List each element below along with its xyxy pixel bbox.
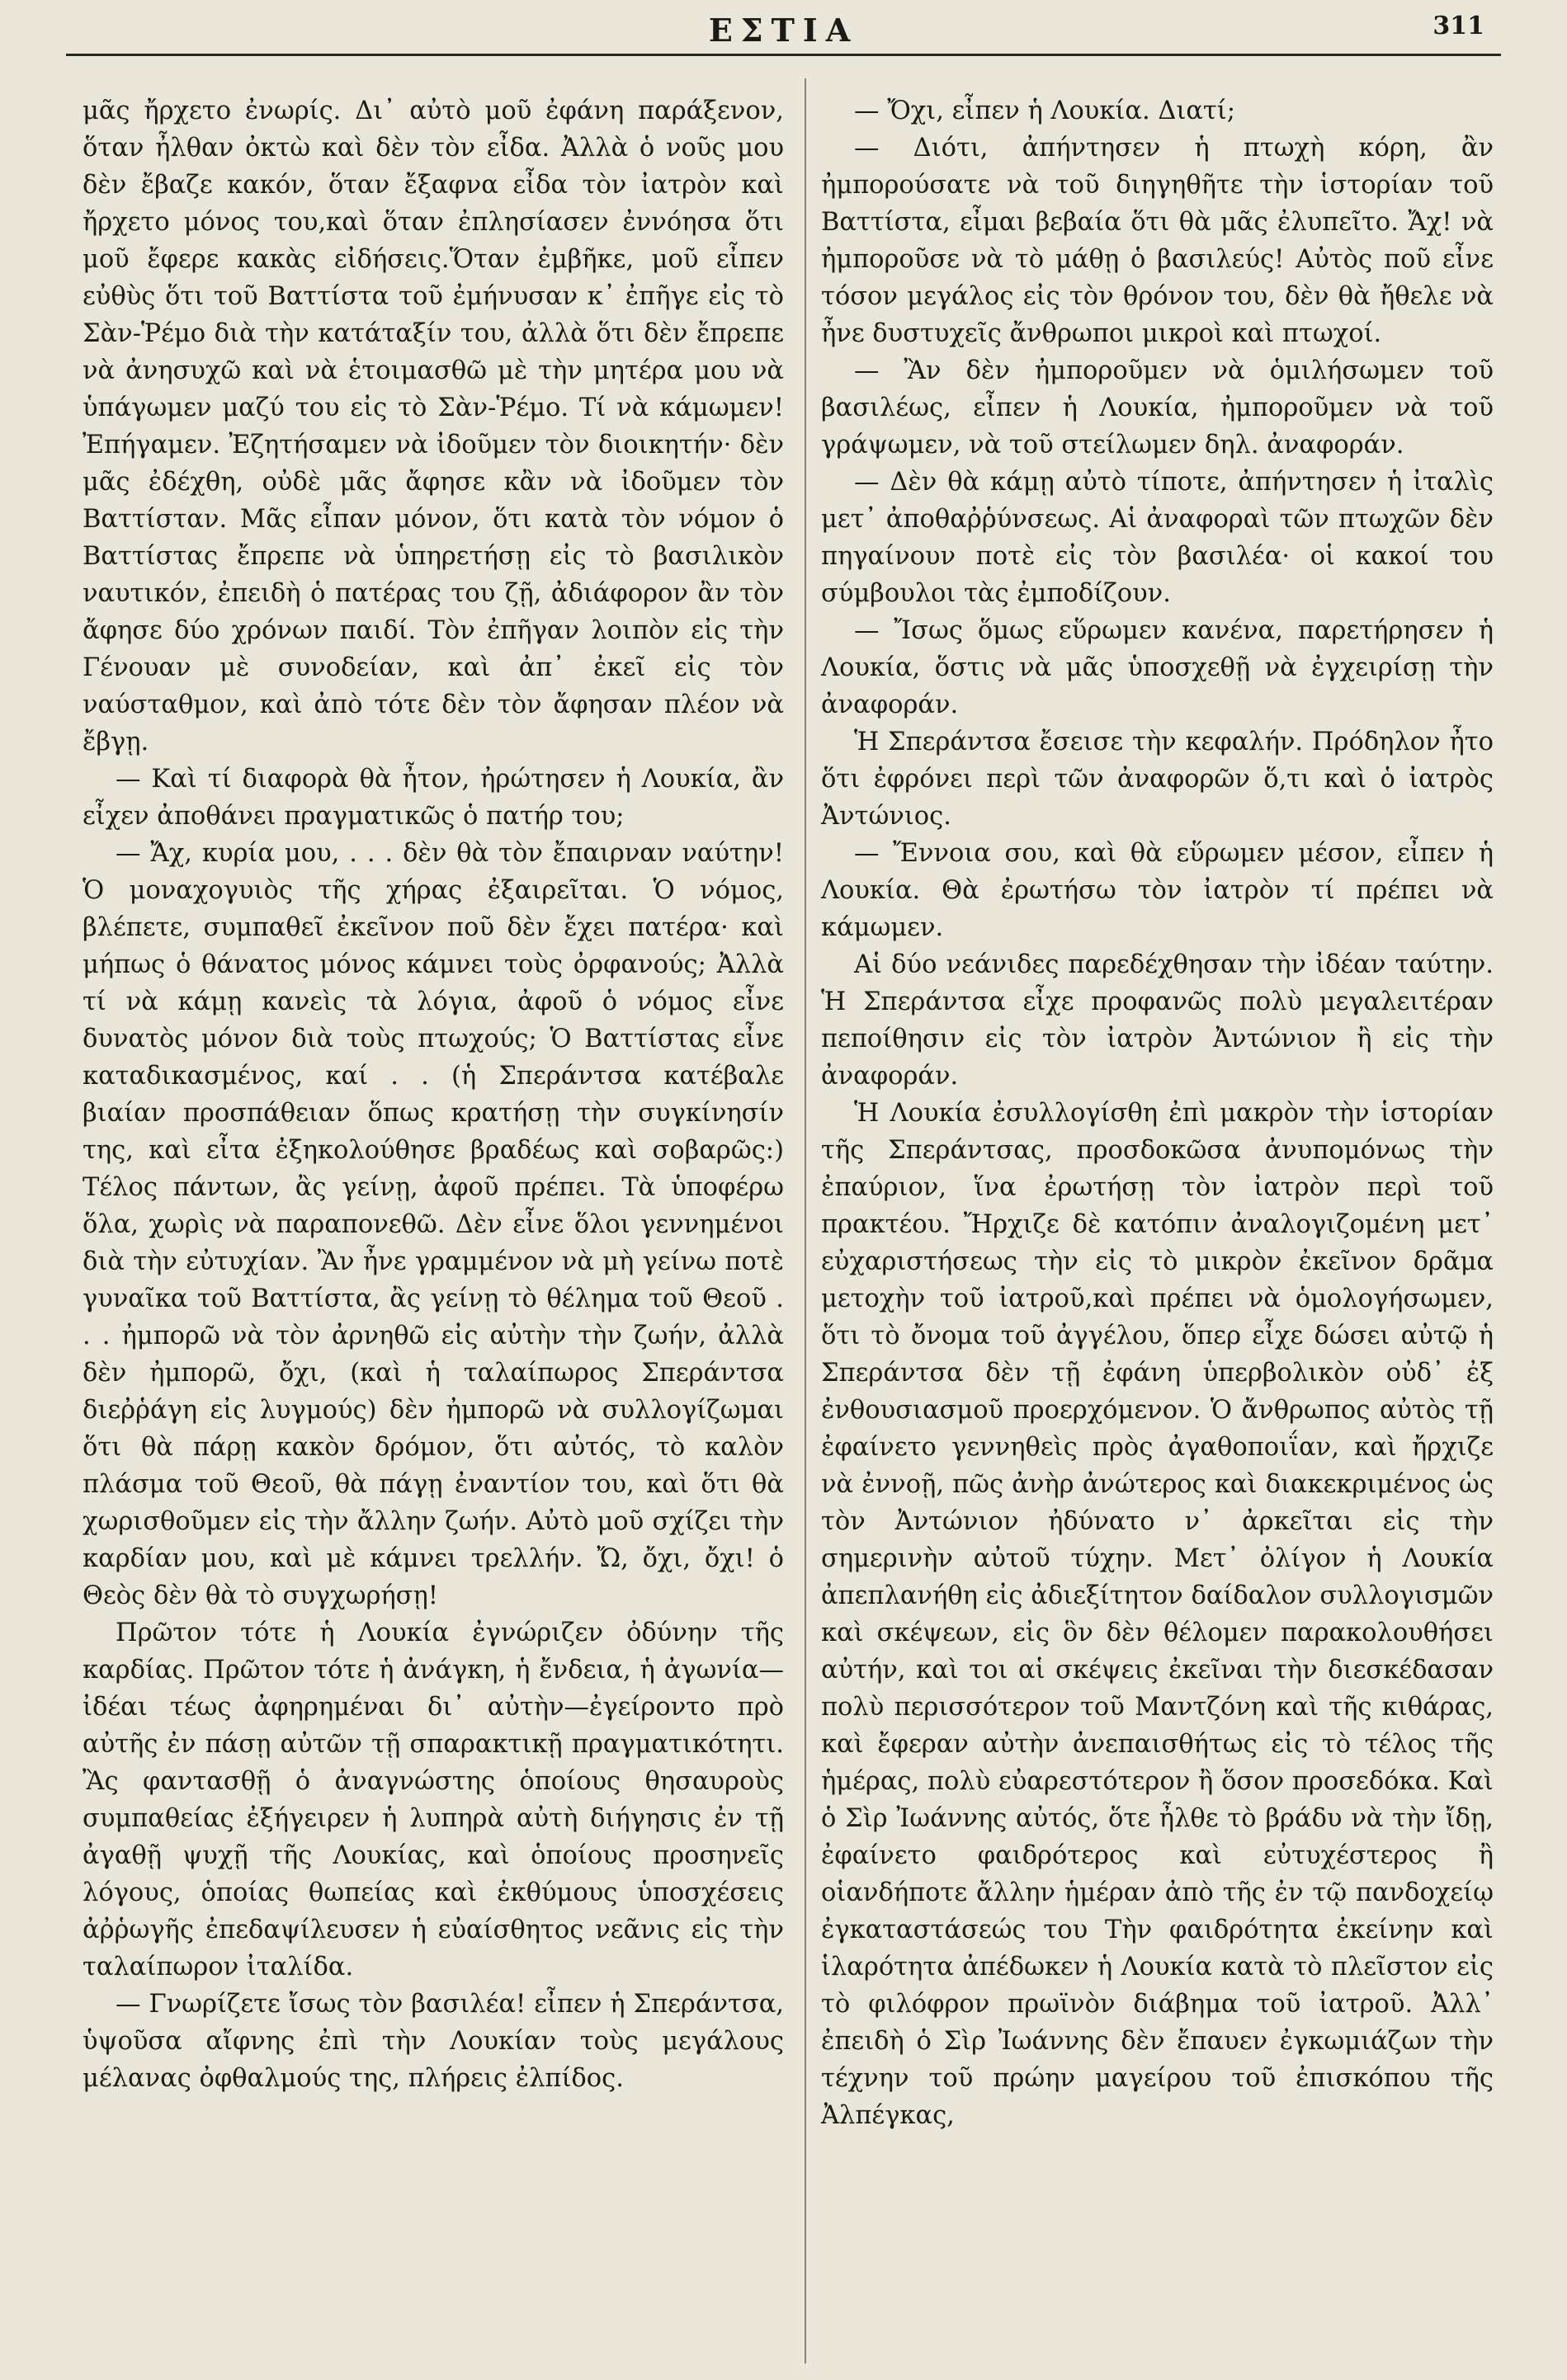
paragraph: Πρῶτον τότε ἡ Λουκία ἐγνώριζεν ὀδύνην τῆς καρδίας. Πρῶτον τότε ἡ ἀνάγκη, ἡ ἔνδεια, ἡ ἀγωνία—ἰδέαι τέως ἀφηρημέναι δι᾽ αὐτὴν—ἐγείροντο πρὸ αὐτῆς ἐν πάσῃ αὐτῶν τῇ σπαρακτικῇ πραγματικότητι. Ἂς φαντασθῇ ὁ ἀναγνώστης ὁποίους θησαυροὺς συμπαθείας ἐξήγειρεν ἡ λυπηρὰ αὐτὴ διήγησις ἐν τῇ ἀγαθῇ ψυχῇ τῆς Λουκίας, καὶ ὁποίους προσηνεῖς λόγους, ὁποίας θωπείας καὶ ἐκθύμους ὑποσχέσεις ἀῤῥωγῆς ἐπεδαψίλευσεν ἡ εὐαίσθητος νεᾶνις εἰς τὴν ταλαίπωρον ἰταλίδα. <box>83 1619 784 1982</box>
paragraph: Ἡ Σπεράντσα ἔσεισε τὴν κεφαλήν. Πρόδηλον ἦτο ὅτι ἐφρόνει περὶ τῶν ἀναφορῶν ὅ,τι καὶ ὁ ἰατρὸς Ἀντώνιος. <box>821 728 1494 831</box>
paragraph: — Καὶ τί διαφορὰ θὰ ἦτον, ἠρώτησεν ἡ Λουκία, ἂν εἶχεν ἀποθάνει πραγματικῶς ὁ πατήρ του; <box>83 765 784 831</box>
column-divider <box>805 78 806 2364</box>
paragraph: Αἱ δύο νεάνιδες παρεδέχθησαν τὴν ἰδέαν ταύτην. Ἡ Σπεράντσα εἶχε προφανῶς πολὺ μεγαλειτέραν πεποίθησιν εἰς τὸν ἰατρὸν Ἀντώνιον ἢ εἰς τὴν ἀναφοράν. <box>821 950 1494 1091</box>
paragraph: — Ἴσως ὅμως εὕρωμεν κανένα, παρετήρησεν ἡ Λουκία, ὅστις νὰ μᾶς ὑποσχεθῇ νὰ ἐγχειρίσῃ τὴν ἀναφοράν. <box>821 616 1494 719</box>
paragraph: — Δὲν θὰ κάμῃ αὐτὸ τίποτε, ἀπήντησεν ἡ ἰταλὶς μετ᾽ ἀποθαῤῥύνσεως. Αἱ ἀναφοραὶ τῶν πτωχῶν δὲν πηγαίνουν ποτὲ εἰς τὸν βασιλέα· οἱ κακοί του σύμβουλοι τὰς ἐμποδίζουν. <box>821 468 1494 608</box>
right-column <box>821 92 1494 2134</box>
header-rule <box>66 54 1501 56</box>
paragraph: Ἡ Λουκία ἐσυλλογίσθη ἐπὶ μακρὸν τὴν ἱστορίαν τῆς Σπεράντσας, προσδοκῶσα ἀνυπομόνως τὴν ἐπαύριον, ἵνα ἐρωτήσῃ τὸν ἰατρὸν περὶ τοῦ πρακτέου. Ἤρχιζε δὲ κατόπιν ἀναλογιζομένη μετ᾽ εὐχαριστήσεως τὴν εἰς τὸ μικρὸν ἐκεῖνον δρᾶμα μετοχὴν τοῦ ἰατροῦ,καὶ πρέπει νὰ ὁμολογήσωμεν, ὅτι τὸ ὄνομα τοῦ ἀγγέλου, ὅπερ εἶχε δώσει αὐτῷ ἡ Σπεράντσα δὲν τῇ ἐφάνη ὑπερβολικὸν οὐδ᾽ ἐξ ἐνθουσιασμοῦ προερχόμενον. Ὁ ἄνθρωπος αὐτὸς τῇ ἐφαίνετο γεννηθεὶς πρὸς ἀγαθοποιΐαν, καὶ ἤρχιζε νὰ ἐννοῇ, πῶς ἀνὴρ ἀνώτερος καὶ διακεκριμένος ὡς τὸν Ἀντώνιον ἠδύνατο ν᾽ ἀρκεῖται εἰς τὴν σημερινὴν αὐτοῦ τύχην. Μετ᾽ ὀλίγον ἡ Λουκία ἀπεπλανήθη εἰς ἀδιεξίτητον δαίδαλον συλλογισμῶν καὶ σκέψεων, εἰς ὃν δὲν θέλομεν παρακολουθήσει αὐτήν, καὶ τοι αἱ σκέψεις ἐκεῖναι τὴν διεσκέδασαν πολὺ περισσότερον τοῦ Μαντζόνη καὶ τῆς κιθάρας, καὶ ἔφεραν αὐτὴν ἀνεπαισθήτως εἰς τὸ τέλος τῆς ἡμέρας, πολὺ εὐαρεστότερον ἢ ὅσον προσεδόκα. Καὶ ὁ Σὶρ Ἰωάννης αὐτός, ὅτε ἦλθε τὸ βράδυ νὰ τὴν ἴδῃ, ἐφαίνετο φαιδρότερος καὶ εὐτυχέστερος ἢ οἱανδήποτε ἄλλην ἡμέραν ἀπὸ τῆς ἐν τῷ πανδοχείῳ ἐγκαταστάσεώς του Τὴν φαιδρότητα ἐκείνην καὶ ἱλαρότητα ἀπέδωκεν ἡ Λουκία κατὰ τὸ πλεῖστον εἰς τὸ φιλόφρον πρωϊνὸν διάβημα τοῦ ἰατροῦ. Ἀλλ᾽ ἐπειδὴ ὁ Σὶρ Ἰωάννης δὲν ἔπαυεν ἐγκωμιάζων τὴν τέχνην τοῦ πρώην μαγείρου τοῦ ἐπισκόπου τῆς Ἀλπέγκας, <box>821 1099 1494 2130</box>
paragraph: — Ἄχ, κυρία μου, . . . δὲν θὰ τὸν ἔπαιρναν ναύτην! Ὁ μοναχογυιὸς τῆς χήρας ἐξαιρεῖται. Ὁ νόμος, βλέπετε, συμπαθεῖ ἐκεῖνον ποῦ δὲν ἔχει πατέρα· καὶ μήπως ὁ θάνατος μόνος κάμνει τοὺς ὀρφανούς; Ἀλλὰ τί νὰ κάμῃ κανεὶς τὰ λόγια, ἀφοῦ ὁ νόμος εἶνε δυνατὸς μόνον διὰ τοὺς πτωχούς; Ὁ Βαττίστας εἶνε καταδικασμένος, καί . . (ἡ Σπεράντσα κατέβαλε βιαίαν προσπάθειαν ὅπως κρατήσῃ τὴν συγκίνησίν της, καὶ εἶτα ἐξηκολούθησε βραδέως καὶ σοβαρῶς:) Τέλος πάντων, ἂς γείνῃ, ἀφοῦ πρέπει. Τὰ ὑποφέρω ὅλα, χωρὶς νὰ παραπονεθῶ. Δὲν εἶνε ὅλοι γεννημένοι διὰ τὴν εὐτυχίαν. Ἂν ἦνε γραμμένον νὰ μὴ γείνω ποτὲ γυναῖκα τοῦ Βαττίστα, ἂς γείνῃ τὸ θέλημα τοῦ Θεοῦ . . . ἠμπορῶ νὰ τὸν ἀρνηθῶ εἰς αὐτὴν τὴν ζωήν, ἀλλὰ δὲν ἠμπορῶ, ὄχι, (καὶ ἡ ταλαίπωρος Σπεράντσα διεῤῥάγη εἰς λυγμούς) δὲν ἠμπορῶ νὰ συλλογίζωμαι ὅτι θὰ πάρῃ κακὸν δρόμον, ὅτι αὐτός, τὸ καλὸν πλάσμα τοῦ Θεοῦ, θὰ πάγῃ ἐναντίον του, καὶ ὅτι θὰ χωρισθοῦμεν εἰς τὴν ἄλλην ζωήν. Αὐτὸ μοῦ σχίζει τὴν καρδίαν μου, καὶ μὲ κάμνει τρελλήν. Ὤ, ὄχι, ὄχι! ὁ Θεὸς δὲν θὰ τὸ συγχωρήσῃ! <box>83 839 784 1610</box>
paragraph: — Ὄχι, εἶπεν ἡ Λουκία. Διατί; <box>854 97 1236 125</box>
journal-title: ΕΣΤΙΑ <box>708 12 859 49</box>
paragraph: — Γνωρίζετε ἴσως τὸν βασιλέα! εἶπεν ἡ Σπεράντσα, ὑψοῦσα αἴφνης ἐπὶ τὴν Λουκίαν τοὺς μεγάλους μέλανας ὀφθαλμούς της, πλήρεις ἐλπίδος. <box>83 1990 784 2093</box>
paragraph: μᾶς ἤρχετο ἐνωρίς. Δι᾽ αὐτὸ μοῦ ἐφάνη παράξενον, ὅταν ἦλθαν ὀκτὼ καὶ δὲν τὸν εἶδα. Ἀλλὰ ὁ νοῦς μου δὲν ἔβαζε κακόν, ὅταν ἔξαφνα εἶδα τὸν ἰατρὸν καὶ ἤρχετο μόνος του,καὶ ὅταν ἐπλησίασεν ἐννόησα ὅτι μοῦ ἔφερε κακὰς εἰδήσεις.Ὅταν ἐμβῆκε, μοῦ εἶπεν εὐθὺς ὅτι τοῦ Βαττίστα τοῦ ἐμήνυσαν κ᾽ ἐπῆγε εἰς τὸ Σὰν-Ῥέμο διὰ τὴν κατάταξίν του, ἀλλὰ ὅτι δὲν ἔπρεπε νὰ ἀνησυχῶ καὶ νὰ ἑτοιμασθῶ μὲ τὴν μητέρα μου νὰ ὑπάγωμεν μαζύ του εἰς τὸ Σὰν-Ῥέμο. Τί νὰ κάμωμεν! Ἐπήγαμεν. Ἐζητήσαμεν νὰ ἰδοῦμεν τὸν διοικητήν· δὲν μᾶς ἐδέχθη, οὐδὲ μᾶς ἄφησε κἂν νὰ ἰδοῦμεν τὸν Βαττίσταν. Μᾶς εἶπαν μόνον, ὅτι κατὰ τὸν νόμον ὁ Βαττίστας ἔπρεπε νὰ ὑπηρετήσῃ εἰς τὸ βασιλικὸν ναυτικόν, ἐπειδὴ ὁ πατέρας του ζῇ, ἀδιάφορον ἂν τὸν ἄφησε δύο χρόνων παιδί. Τὸν ἐπῆγαν λοιπὸν εἰς τὴν Γένουαν μὲ συνοδείαν, καὶ ἀπ᾽ ἐκεῖ εἰς τὸν ναύσταθμον, καὶ ἀπὸ τότε δὲν τὸν ἄφησαν πλέον νὰ ἔβγῃ. <box>83 97 784 756</box>
paragraph: — Ἂν δὲν ἠμποροῦμεν νὰ ὁμιλήσωμεν τοῦ βασιλέως, εἶπεν ἡ Λουκία, ἠμποροῦμεν νὰ τοῦ γράψωμεν, νὰ τοῦ στείλωμεν δηλ. ἀναφοράν. <box>821 356 1494 460</box>
page-header <box>66 8 1501 56</box>
page-number: 311 <box>1432 12 1484 40</box>
left-column <box>83 92 784 2097</box>
paragraph: — Ἔννοια σου, καὶ θὰ εὕρωμεν μέσον, εἶπεν ἡ Λουκία. Θὰ ἐρωτήσω τὸν ἰατρὸν τί πρέπει νὰ κάμωμεν. <box>821 839 1494 942</box>
paragraph: — Διότι, ἀπήντησεν ἡ πτωχὴ κόρη, ἂν ἠμπορούσατε νὰ τοῦ διηγηθῆτε τὴν ἱστορίαν τοῦ Βαττίστα, εἶμαι βεβαία ὅτι θὰ μᾶς ἐλυπεῖτο. Ἄχ! νὰ ἠμποροῦσε νὰ τὸ μάθῃ ὁ βασιλεύς! Αὐτὸς ποῦ εἶνε τόσον μεγάλος εἰς τὸν θρόνον του, δὲν θὰ ἤθελε νὰ ἦνε δυστυχεῖς ἄνθρωποι μικροὶ καὶ πτωχοί. <box>821 134 1494 348</box>
